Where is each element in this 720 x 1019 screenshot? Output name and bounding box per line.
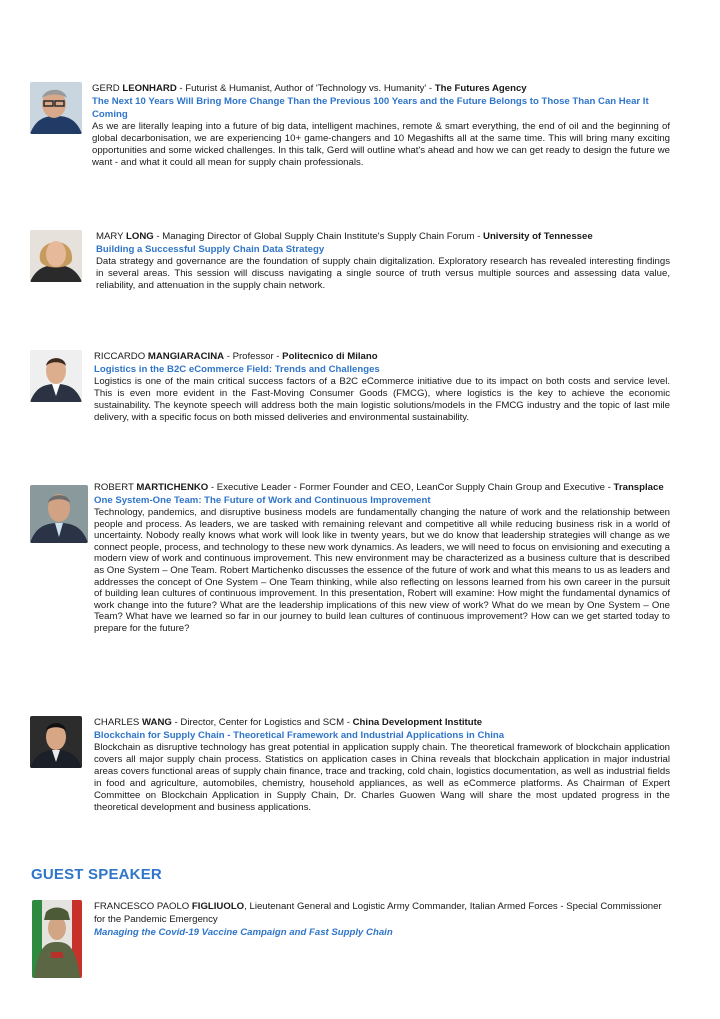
speaker-photo [30, 485, 88, 543]
speaker-block [30, 350, 670, 450]
speaker-photo [30, 230, 82, 282]
portrait-image [32, 900, 82, 978]
speaker-surname: WANG [142, 717, 172, 728]
speaker-first-name: ROBERT [94, 482, 134, 493]
talk-title: Managing the Covid-19 Vaccine Campaign and Fast Supply Chain [94, 927, 393, 938]
guest-speaker-heading: GUEST SPEAKER [31, 866, 162, 883]
portrait-image [30, 350, 82, 402]
speaker-block [30, 82, 670, 192]
speaker-heading [94, 350, 670, 363]
speaker-surname: MARTICHENKO [136, 482, 209, 493]
speaker-heading [96, 230, 670, 243]
speaker-photo [30, 82, 82, 134]
talk-title: Logistics in the B2C eCommerce Field: Trends and Challenges [94, 364, 380, 375]
speaker-surname: LEONHARD [122, 83, 177, 94]
talk-abstract: Blockchain as disruptive technology has great potential in application supply chain. The theoretical framework of blockchain application covers all major supply chain process. Statistics on application cases in China reveals that blockchain application in major industrial areas covers functional areas of supply chain finance, trace and tracking, cold chain, logistics documentation, as well as industrial fields in food and agriculture, automobiles, chemistry, household appliances, as well as eCommerce platforms. As Chairman of Expert Committee on Blockchain Application in Supply Chain, Dr. Charles Guowen Wang will share the most updated progress in the theoretical development and business applications. [94, 742, 670, 813]
speaker-role: - Professor - [224, 351, 283, 362]
speaker-surname: LONG [126, 231, 154, 242]
talk-title: Blockchain for Supply Chain - Theoretical Framework and Industrial Applications in China [94, 730, 505, 741]
speaker-first-name: GERD [92, 83, 120, 94]
speaker-surname: FIGLIUOLO [191, 901, 245, 912]
speaker-heading [92, 82, 670, 95]
talk-abstract: Technology, pandemics, and disruptive business models are fundamentally changing the nature of work and the relationship between people and process. As leaders, we are tasked with remaining relevant and competitive all while reducing business risk in a world of uncertainty. Nobody really knows what work will look like in twenty years, but we do know that leadership strategies will change as we connect people, process, and technology to these new work dynamics. As leaders, we will need to focus on envisioning and executing a modern view of work and continuous improvement. This new environment may be characterized as a business culture that is described as One System – One Team. Robert Martichenko discusses the essence of the future of work and what this means to us as leaders and addresses the concept of One System – One Team thinking, while also reflecting on lessons learned from his own career in the pursuit of building lean cultures of continuous improvement. In this presentation, Robert will examine: How might the fundamental dynamics of work change into the future? What are the leadership implications of this new view of work? What do we mean by One System – One Team? What have we learned so far in our journey to build lean cultures of continuous improvement? How can we get started today to prepare for the future? [94, 507, 670, 634]
portrait-image [30, 82, 82, 134]
talk-title: The Next 10 Years Will Bring More Change Than the Previous 100 Years and the Future Belongs to Those Than Can Hear It Coming [92, 96, 649, 120]
speaker-first-name: CHARLES [94, 717, 140, 728]
portrait-image [30, 716, 82, 768]
speaker-block [30, 716, 670, 841]
speaker-org: Transplace [613, 482, 664, 493]
speaker-photo [30, 716, 82, 768]
talk-abstract: As we are literally leaping into a future of big data, intelligent machines, remote & smart everything, the end of oil and the beginning of global decarbonisation, we are experiencing 10+ game-changers and 10 Megashifts all at the same time. This will bring many exciting opportunities and some wicked challenges. In this talk, Gerd will outline what's ahead and how we can get ready to design the future we want - and what it could all mean for supply chain professionals. [92, 121, 670, 168]
speaker-first-name: MARY [96, 231, 124, 242]
speaker-role: - Executive Leader - Former Founder and CEO, LeanCor Supply Chain Group and Executive - [208, 482, 614, 493]
speaker-org: Politecnico di Milano [282, 351, 378, 362]
speaker-first-name: FRANCESCO PAOLO [94, 901, 190, 912]
speaker-org: University of Tennessee [483, 231, 593, 242]
talk-abstract: Data strategy and governance are the foundation of supply chain digitalization. Exploratory research has revealed interesting findings in several areas. This session will discuss navigating a single source of truth versus multiple sources and assessing data value, reliability, and attenuation in the supply chain network. [96, 256, 670, 291]
guest-speaker-block [30, 900, 670, 980]
speaker-role: - Director, Center for Logistics and SCM - [171, 717, 353, 728]
portrait-image [30, 230, 82, 282]
talk-title: One System-One Team: The Future of Work and Continuous Improvement [94, 495, 431, 506]
speaker-surname: MANGIARACINA [147, 351, 225, 362]
speaker-role: - Futurist & Humanist, Author of 'Technology vs. Humanity' - [176, 83, 435, 94]
portrait-image [30, 485, 88, 543]
speaker-block [30, 230, 670, 310]
speaker-heading [94, 716, 670, 729]
talk-title: Building a Successful Supply Chain Data Strategy [96, 244, 325, 255]
talk-abstract: Logistics is one of the main critical success factors of a B2C eCommerce initiative due to its impact on both costs and service level. This is even more evident in the Fast-Moving Consumer Goods (FMCG), where logistics is the key to achieve the economic sustainability. The keynote speech will address both the main logistic solutions/models in the FMCG industry and the topic of last mile delivery, with a specific focus on both missed deliveries and environmental sustainability. [94, 376, 670, 423]
speaker-block [30, 481, 670, 696]
speaker-photo [30, 350, 82, 402]
speaker-role: , Lieutenant General and Logistic Army Commander, Italian Armed Forces - Special Commissioner for the Pandemic Emergency [94, 901, 662, 925]
speaker-photo [32, 900, 82, 978]
speaker-role: - Managing Director of Global Supply Chain Institute's Supply Chain Forum - [153, 231, 484, 242]
speaker-org: The Futures Agency [434, 83, 527, 94]
speaker-heading [94, 481, 670, 494]
speaker-org: China Development Institute [352, 717, 483, 728]
speaker-first-name: RICCARDO [94, 351, 146, 362]
speaker-heading [94, 900, 670, 926]
